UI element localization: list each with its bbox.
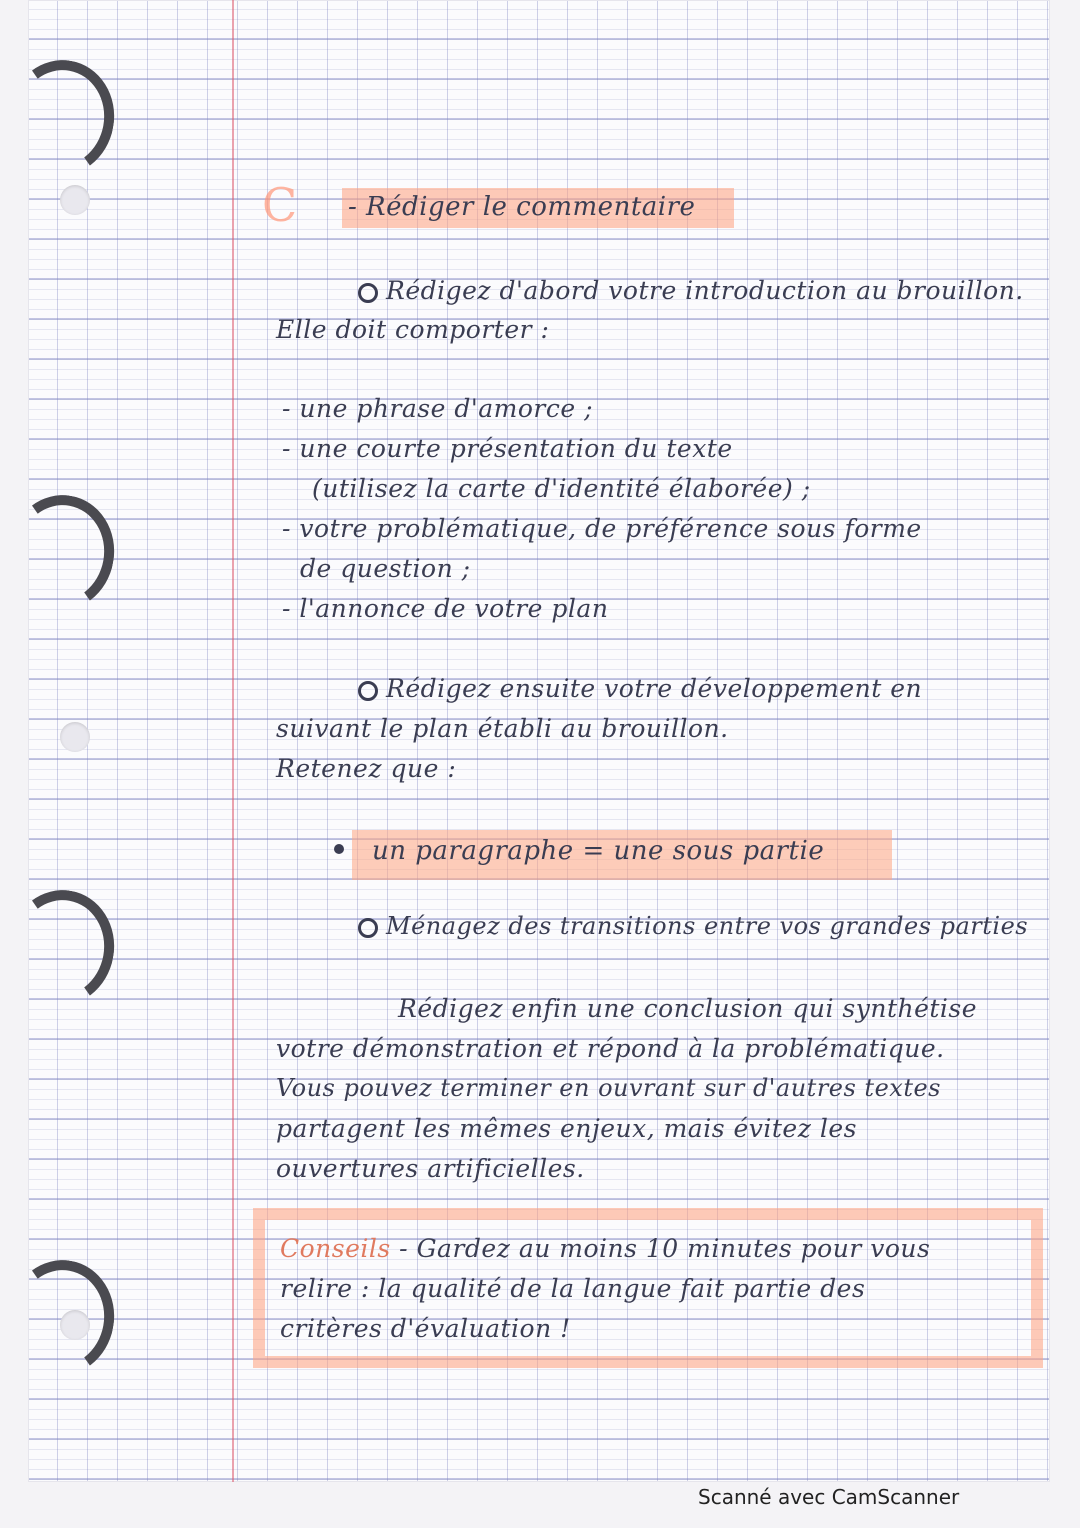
- section-title: - Rédiger le commentaire: [348, 192, 696, 222]
- advice-label: Conseils: [280, 1234, 391, 1263]
- development-text: Rédigez ensuite votre développement en: [386, 674, 923, 703]
- circle-bullet-icon: [358, 681, 378, 701]
- transitions-line: [358, 912, 1028, 940]
- list-item: de question ;: [300, 554, 471, 583]
- advice-line-2: relire : la qualité de la langue fait partie des: [280, 1274, 866, 1303]
- list-item: - l'annonce de votre plan: [282, 594, 609, 623]
- circle-bullet-icon: [358, 283, 378, 303]
- margin-line: [232, 0, 234, 1482]
- development-line-2: suivant le plan établi au brouillon.: [276, 714, 729, 743]
- punch-hole: [60, 185, 90, 215]
- advice-text: - Gardez au moins 10 minutes pour vous: [390, 1234, 931, 1263]
- conclusion-line: votre démonstration et répond à la problématique.: [276, 1034, 945, 1063]
- rule-text: un paragraphe = une sous partie: [372, 836, 825, 866]
- list-item: - une courte présentation du texte: [282, 434, 733, 463]
- punch-hole: [60, 722, 90, 752]
- scanner-watermark: Scanné avec CamScanner: [698, 1485, 960, 1509]
- section-letter: C: [262, 178, 298, 232]
- conclusion-line: ouvertures artificielles.: [276, 1154, 585, 1183]
- list-item: - une phrase d'amorce ;: [282, 394, 594, 423]
- conclusion-line: partagent les mêmes enjeux, mais évitez les: [276, 1114, 857, 1143]
- intro-line-1: [358, 276, 1024, 305]
- advice-line-1: [280, 1234, 930, 1263]
- list-item: (utilisez la carte d'identité élaborée) ;: [312, 474, 811, 503]
- intro-text: Rédigez d'abord votre introduction au brouillon.: [386, 276, 1024, 305]
- advice-line-3: critères d'évaluation !: [280, 1314, 571, 1343]
- development-line-1: [358, 674, 922, 703]
- transitions-text: Ménagez des transitions entre vos grandes parties: [386, 912, 1029, 940]
- circle-bullet-icon: [358, 918, 378, 938]
- list-item: - votre problématique, de préférence sous forme: [282, 514, 922, 543]
- conclusion-line: Vous pouvez terminer en ouvrant sur d'autres textes: [276, 1074, 941, 1102]
- intro-line-2: Elle doit comporter :: [276, 315, 550, 344]
- dot-bullet-icon: [334, 844, 344, 854]
- development-line-3: Retenez que :: [276, 754, 457, 783]
- conclusion-line: Rédigez enfin une conclusion qui synthétise: [398, 994, 978, 1023]
